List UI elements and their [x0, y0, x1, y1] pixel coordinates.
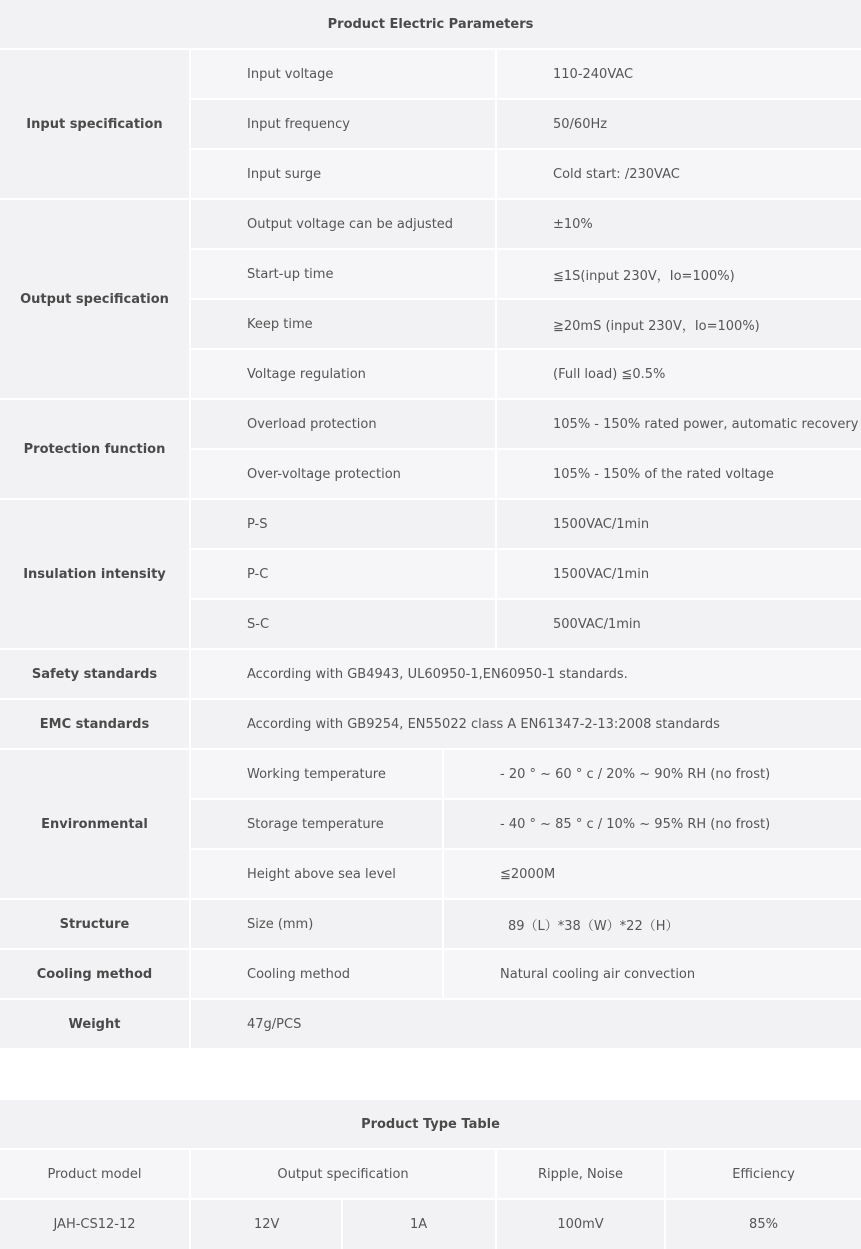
- param-name: Storage temperature: [191, 800, 442, 848]
- cell-voltage: 12V: [191, 1200, 341, 1249]
- param-name: Over-voltage protection: [191, 450, 495, 498]
- weight-value: 47g/PCS: [191, 1000, 861, 1048]
- param-value: 500VAC/1min: [497, 600, 861, 648]
- header-ripple-noise: Ripple, Noise: [497, 1150, 664, 1198]
- param-name: Voltage regulation: [191, 350, 495, 398]
- param-name: Input surge: [191, 150, 495, 198]
- param-name: S-C: [191, 600, 495, 648]
- param-name: Working temperature: [191, 750, 442, 798]
- param-name: P-S: [191, 500, 495, 548]
- param-value: 89（L）*38（W）*22（H）: [444, 900, 861, 948]
- param-name: Input frequency: [191, 100, 495, 148]
- cell-efficiency: 85%: [666, 1200, 861, 1249]
- param-value: Cold start: /230VAC: [497, 150, 861, 198]
- param-value: 1500VAC/1min: [497, 500, 861, 548]
- param-value: ≧20mS (input 230V，Io=100%): [497, 300, 861, 348]
- param-name: Keep time: [191, 300, 495, 348]
- param-value: ±10%: [497, 200, 861, 248]
- param-value: Natural cooling air convection: [444, 950, 861, 998]
- param-value: 1500VAC/1min: [497, 550, 861, 598]
- param-value: 105% - 150% rated power, automatic recovery: [497, 400, 861, 448]
- cell-model: JAH-CS12-12: [0, 1200, 189, 1249]
- header-efficiency: Efficiency: [666, 1150, 861, 1198]
- param-name: P-C: [191, 550, 495, 598]
- param-name: Size (mm): [191, 900, 442, 948]
- param-name: Output voltage can be adjusted: [191, 200, 495, 248]
- param-value: - 40 ° ~ 85 ° c / 10% ~ 95% RH (no frost): [444, 800, 861, 848]
- param-name: Cooling method: [191, 950, 442, 998]
- cell-ripple: 100mV: [497, 1200, 664, 1249]
- environmental-label: Environmental: [0, 750, 189, 898]
- cooling-label: Cooling method: [0, 950, 189, 998]
- protection-label: Protection function: [0, 400, 189, 498]
- param-name: Height above sea level: [191, 850, 442, 898]
- output-spec-label: Output specification: [0, 200, 189, 398]
- header-output-spec: Output specification: [191, 1150, 495, 1198]
- param-value: 105% - 150% of the rated voltage: [497, 450, 861, 498]
- param-value: (Full load) ≦0.5%: [497, 350, 861, 398]
- params-table-title: Product Electric Parameters: [0, 0, 861, 48]
- header-product-model: Product model: [0, 1150, 189, 1198]
- param-value: ≦2000M: [444, 850, 861, 898]
- param-name: Overload protection: [191, 400, 495, 448]
- input-spec-label: Input specification: [0, 50, 189, 198]
- param-value: - 20 ° ~ 60 ° c / 20% ~ 90% RH (no frost): [444, 750, 861, 798]
- insulation-label: Insulation intensity: [0, 500, 189, 648]
- emc-value: According with GB9254, EN55022 class A EN61347-2-13:2008 standards: [191, 700, 861, 748]
- structure-label: Structure: [0, 900, 189, 948]
- cell-current: 1A: [343, 1200, 495, 1249]
- param-value: 110-240VAC: [497, 50, 861, 98]
- param-name: Start-up time: [191, 250, 495, 298]
- emc-label: EMC standards: [0, 700, 189, 748]
- param-name: Input voltage: [191, 50, 495, 98]
- safety-value: According with GB4943, UL60950-1,EN60950-1 standards.: [191, 650, 861, 698]
- safety-label: Safety standards: [0, 650, 189, 698]
- param-value: ≦1S(input 230V，Io=100%): [497, 250, 861, 298]
- weight-label: Weight: [0, 1000, 189, 1048]
- param-value: 50/60Hz: [497, 100, 861, 148]
- type-table-title: Product Type Table: [0, 1100, 861, 1148]
